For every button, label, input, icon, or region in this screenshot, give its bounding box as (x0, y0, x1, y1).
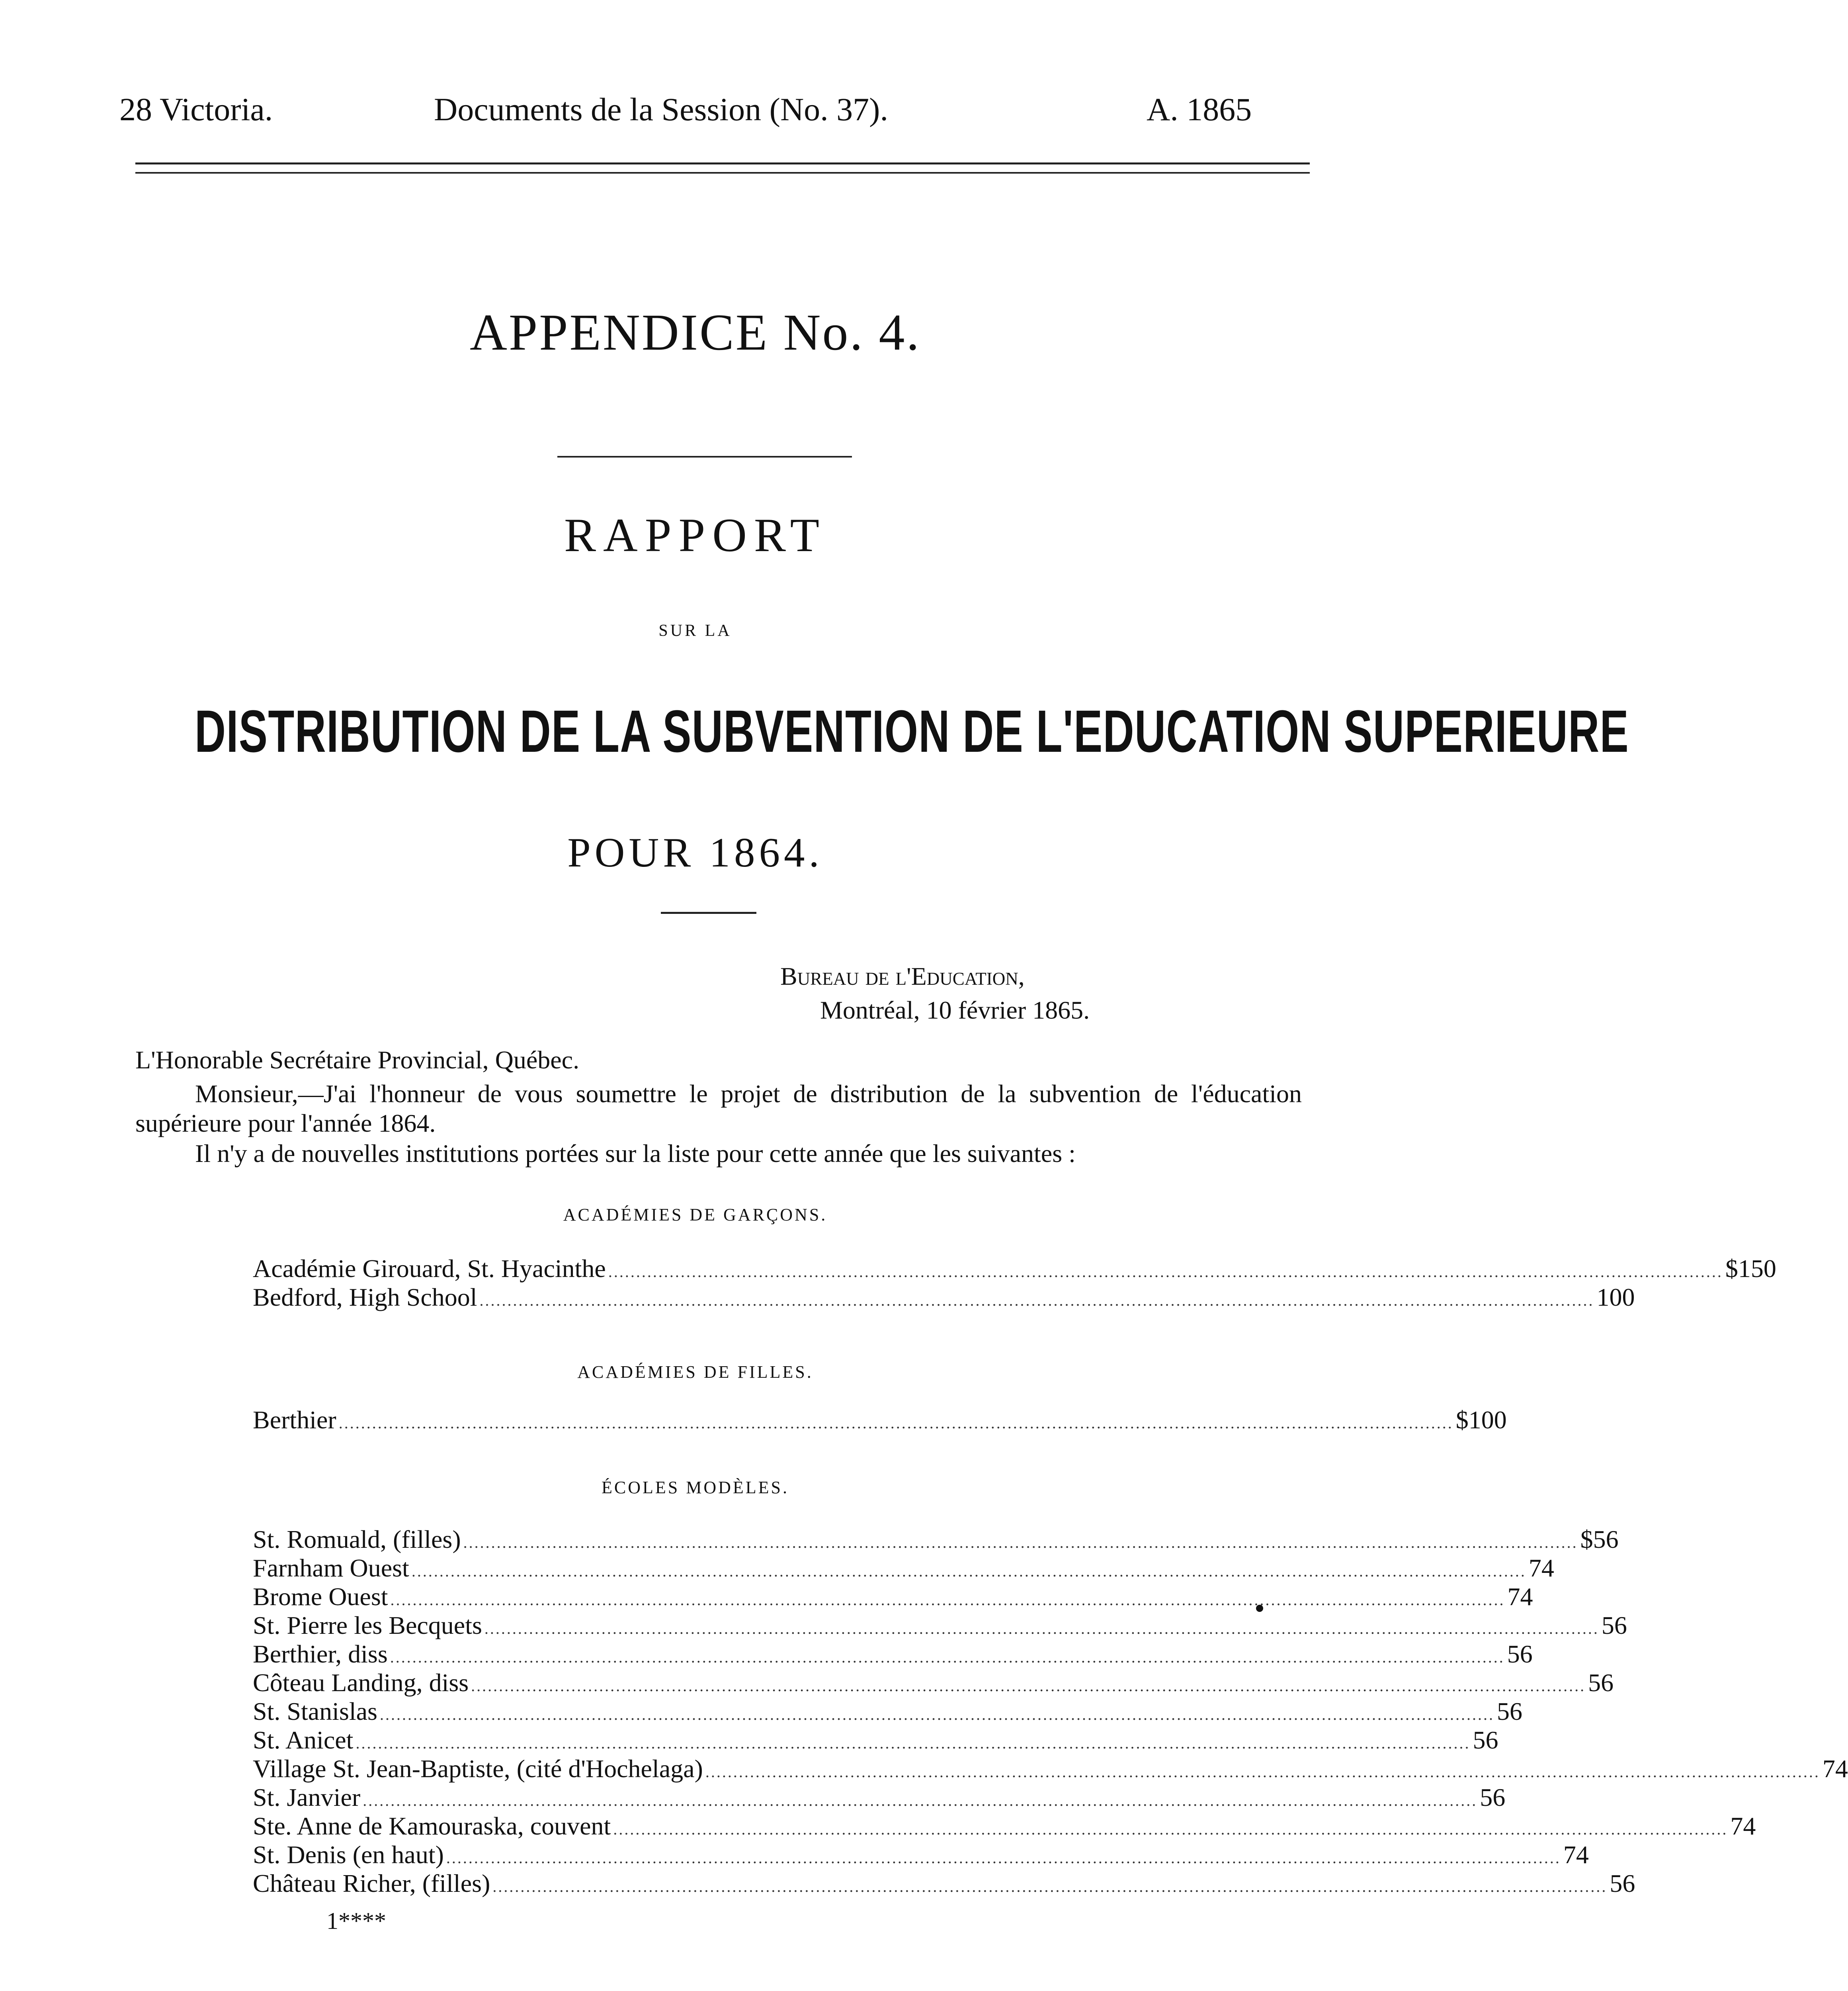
running-header-left: 28 Victoria. (119, 91, 273, 127)
report-title: RAPPORT (564, 509, 826, 561)
item-amount: $56 (1580, 1525, 1619, 1553)
header-rule-top (135, 162, 1310, 164)
year-divider (661, 912, 756, 914)
item-amount: 56 (1473, 1726, 1498, 1754)
item-name: Village St. Jean-Baptiste, (cité d'Hochelaga) (253, 1754, 703, 1783)
list-item (253, 1840, 1589, 1869)
leader-dots (471, 1672, 1586, 1700)
appendix-title: APPENDICE No. 4. (470, 304, 921, 361)
list-item (253, 1668, 1614, 1697)
leader-dots (363, 1786, 1477, 1815)
title-divider (557, 456, 852, 458)
item-name: Ste. Anne de Kamouraska, couvent (253, 1812, 611, 1840)
item-name: Château Richer, (filles) (253, 1869, 490, 1897)
list-item (253, 1582, 1533, 1611)
list-item (253, 1812, 1756, 1840)
item-amount: 74 (1822, 1754, 1848, 1783)
item-amount: 74 (1563, 1840, 1589, 1869)
item-amount: $150 (1725, 1254, 1776, 1283)
list-ecoles-modeles (253, 1525, 1848, 1898)
list-item (253, 1254, 1776, 1283)
leader-dots (480, 1286, 1594, 1315)
item-name: St. Pierre les Becquets (253, 1611, 482, 1639)
leader-dots (412, 1557, 1526, 1586)
report-subtitle-connector: SUR LA (658, 622, 732, 640)
section-heading-academies-garcons: ACADÉMIES DE GARÇONS. (563, 1205, 828, 1224)
margin-dot (1256, 1605, 1263, 1612)
report-year: POUR 1864. (567, 829, 823, 876)
item-name: Académie Girouard, St. Hyacinthe (253, 1254, 606, 1283)
item-amount: 74 (1507, 1582, 1533, 1611)
list-item (253, 1525, 1619, 1554)
item-amount: $100 (1455, 1406, 1507, 1434)
leader-dots (705, 1758, 1820, 1786)
item-name: Brome Ouest (253, 1582, 388, 1611)
section-heading-ecoles-modeles: ÉCOLES MODÈLES. (602, 1478, 789, 1497)
item-name: St. Stanislas (253, 1697, 377, 1725)
item-amount: 100 (1596, 1283, 1635, 1311)
item-amount: 56 (1480, 1783, 1506, 1811)
item-amount: 74 (1528, 1554, 1554, 1582)
leader-dots (446, 1844, 1561, 1872)
item-name: St. Janvier (253, 1783, 361, 1811)
list-item (253, 1283, 1635, 1312)
item-name: Farnham Ouest (253, 1554, 409, 1582)
list-academies-garcons (253, 1254, 1776, 1312)
list-item (253, 1640, 1533, 1668)
item-amount: 56 (1610, 1869, 1635, 1897)
item-amount: 56 (1507, 1640, 1533, 1668)
report-main-heading: DISTRIBUTION DE LA SUBVENTION DE L'EDUCATION SUPERIEURE (195, 698, 1629, 765)
list-item (253, 1406, 1507, 1434)
item-name: St. Romuald, (filles) (253, 1525, 461, 1553)
list-item (253, 1783, 1506, 1812)
leader-dots (613, 1815, 1728, 1844)
leader-dots (390, 1643, 1505, 1672)
item-name: Côteau Landing, diss (253, 1668, 469, 1697)
item-amount: 56 (1588, 1668, 1614, 1697)
salutation: L'Honorable Secrétaire Provincial, Québec. (135, 1046, 580, 1074)
signature-mark: 1**** (326, 1908, 386, 1934)
leader-dots (339, 1409, 1453, 1438)
address-office: Bureau de l'Education, (780, 962, 1025, 990)
leader-dots (492, 1872, 1607, 1901)
letter-paragraph-2: Il n'y a de nouvelles institutions portées sur la liste pour cette année que les suivantes : (195, 1139, 1076, 1168)
leader-dots (356, 1729, 1470, 1758)
list-academies-filles (253, 1406, 1507, 1434)
item-name: St. Anicet (253, 1726, 354, 1754)
list-item (253, 1611, 1627, 1640)
section-heading-academies-filles: ACADÉMIES DE FILLES. (577, 1362, 813, 1382)
item-amount: 56 (1601, 1611, 1627, 1639)
address-place-date-text: Montréal, 10 février 1865. (820, 996, 1090, 1024)
header-rule-bottom (135, 172, 1310, 174)
item-name: Berthier, diss (253, 1640, 388, 1668)
list-item (253, 1726, 1498, 1754)
list-item (253, 1869, 1635, 1898)
item-name: Bedford, High School (253, 1283, 477, 1311)
item-name: St. Denis (en haut) (253, 1840, 444, 1869)
list-item (253, 1697, 1522, 1726)
list-item (253, 1554, 1554, 1582)
list-item (253, 1754, 1848, 1783)
address-place-date (820, 996, 1090, 1025)
leader-dots (380, 1700, 1494, 1729)
running-header-center: Documents de la Session (No. 37). (434, 91, 888, 127)
leader-dots (391, 1586, 1505, 1614)
leader-dots (608, 1258, 1723, 1286)
running-header-right: A. 1865 (1147, 91, 1252, 127)
leader-dots (484, 1614, 1599, 1643)
letter-paragraph-1: Monsieur,—J'ai l'honneur de vous soumettre le projet de distribution de la subvention de l'éducation supérieure pour l'année 1864. (135, 1080, 1302, 1137)
item-amount: 74 (1730, 1812, 1756, 1840)
item-name: Berthier (253, 1406, 336, 1434)
leader-dots (463, 1528, 1578, 1557)
item-amount: 56 (1496, 1697, 1522, 1725)
